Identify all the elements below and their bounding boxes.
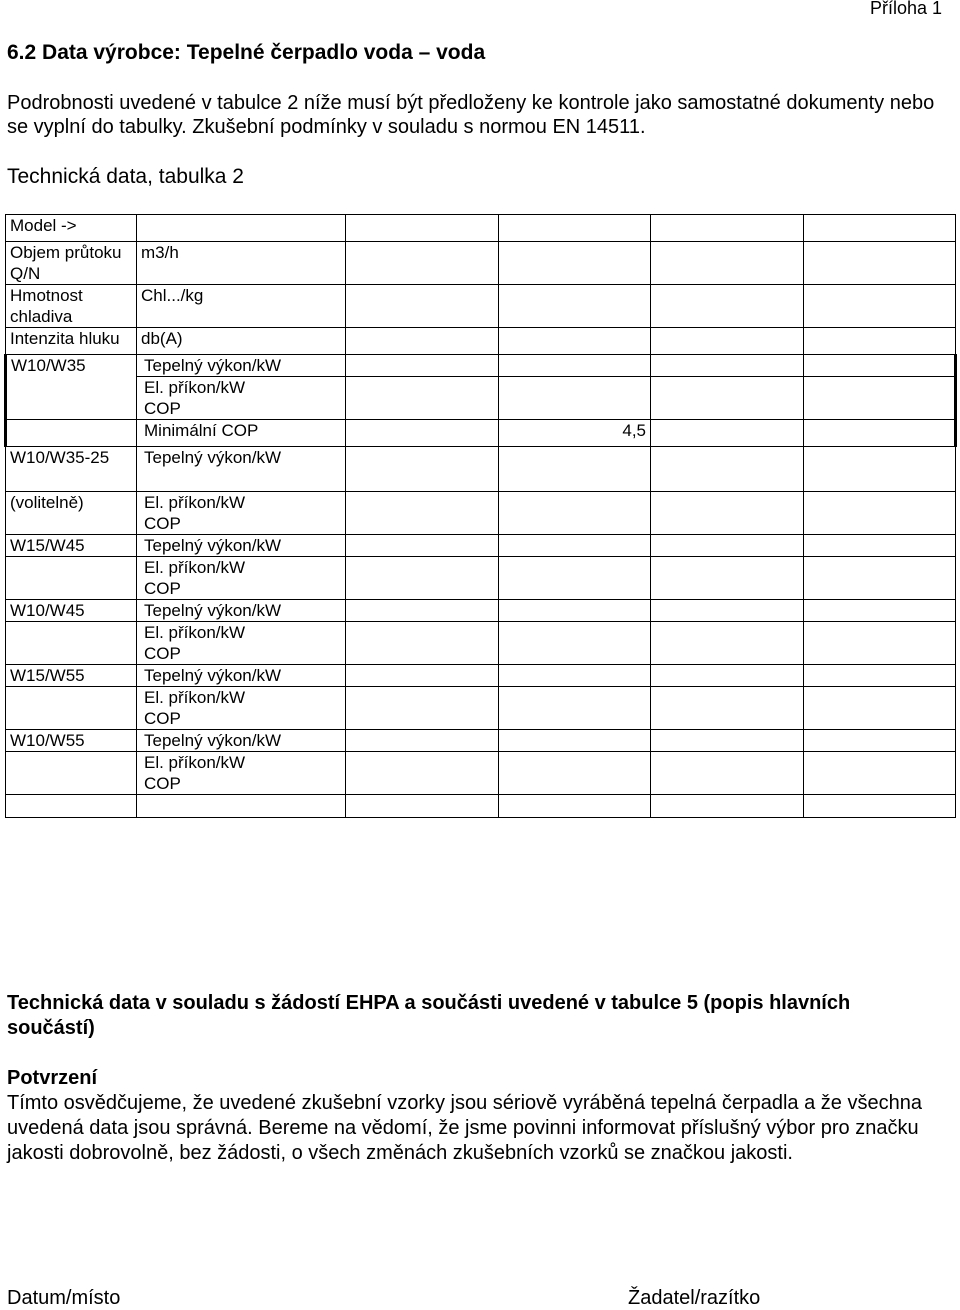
model-cell[interactable] [346, 215, 499, 242]
param-cop: COP [144, 579, 181, 598]
min-cop-row [6, 420, 956, 447]
value-cell[interactable] [346, 355, 499, 377]
refrigerant-label: Hmotnost chladiva [6, 285, 137, 328]
param-cop: COP [144, 709, 181, 728]
value-cell[interactable] [498, 600, 651, 622]
value-cell[interactable] [651, 622, 804, 665]
condition-row [6, 752, 956, 795]
value-cell[interactable] [498, 622, 651, 665]
flow-unit: m3/h [137, 242, 346, 285]
condition-row [6, 557, 956, 600]
value-cell[interactable] [803, 355, 956, 377]
param-cop: COP [144, 774, 181, 793]
value-cell[interactable] [346, 730, 499, 752]
section-title: 6.2 Data výrobce: Tepelné čerpadlo voda – voda [7, 41, 486, 64]
param-heat: Tepelný výkon/kW [137, 730, 346, 752]
value-cell[interactable] [346, 557, 499, 600]
condition-row [6, 355, 956, 377]
value-cell[interactable] [346, 447, 499, 492]
value-cell[interactable] [803, 622, 956, 665]
value-cell[interactable] [651, 377, 804, 420]
value-cell[interactable] [651, 492, 804, 535]
value-cell[interactable] [498, 492, 651, 535]
value-cell[interactable] [498, 285, 651, 328]
compliance-statement: Technická data v souladu s žádostí EHPA a součásti uvedené v tabulce 5 (popis hlavních součástí) [7, 992, 851, 1039]
value-cell[interactable] [346, 600, 499, 622]
noise-unit: db(A) [137, 328, 346, 355]
condition-label: W10/W35 [6, 355, 137, 420]
noise-label: Intenzita hluku [6, 328, 137, 355]
param-heat: Tepelný výkon/kW [137, 535, 346, 557]
condition-row [6, 447, 956, 492]
model-cell[interactable] [498, 215, 651, 242]
condition-note: (volitelně) [6, 492, 137, 535]
param-cop: COP [144, 514, 181, 533]
param-heat: Tepelný výkon/kW [137, 665, 346, 687]
flow-row [6, 242, 956, 285]
condition-label: W10/W35-25 [6, 447, 137, 492]
value-cell[interactable] [651, 687, 804, 730]
value-cell[interactable] [803, 600, 956, 622]
spacer-row [6, 795, 956, 818]
confirm-heading: Potvrzení [7, 1067, 98, 1089]
value-cell[interactable] [651, 242, 804, 285]
date-place-label: Datum/místo [7, 1287, 121, 1309]
value-cell[interactable] [346, 687, 499, 730]
table-title: Technická data, tabulka 2 [7, 165, 244, 188]
model-label: Model -> [6, 215, 137, 242]
value-cell[interactable] [803, 492, 956, 535]
condition-row [6, 377, 956, 420]
param-cop: COP [144, 644, 181, 663]
value-cell[interactable] [651, 447, 804, 492]
value-cell[interactable] [498, 447, 651, 492]
value-cell[interactable] [498, 242, 651, 285]
model-cell[interactable] [803, 215, 956, 242]
param-heat: Tepelný výkon/kW [137, 447, 346, 492]
condition-row [6, 687, 956, 730]
value-cell[interactable] [803, 285, 956, 328]
param-cop: COP [144, 399, 181, 418]
value-cell[interactable] [498, 377, 651, 420]
annex-label: Příloha 1 [869, 0, 942, 18]
value-cell[interactable] [803, 752, 956, 795]
condition-label: W15/W55 [6, 665, 137, 687]
value-cell[interactable] [346, 535, 499, 557]
value-cell[interactable] [803, 665, 956, 687]
value-cell[interactable] [803, 730, 956, 752]
value-cell[interactable] [498, 752, 651, 795]
value-cell[interactable] [346, 328, 499, 355]
noise-row [6, 328, 956, 355]
flow-label: Objem průtoku Q/N [6, 242, 137, 285]
min-cop-value: 4,5 [498, 420, 651, 447]
min-cop-label: Minimální COP [137, 420, 346, 447]
param-el: El. příkon/kW [144, 558, 246, 577]
value-cell[interactable] [803, 687, 956, 730]
value-cell[interactable] [346, 377, 499, 420]
value-cell[interactable] [651, 557, 804, 600]
value-cell[interactable] [651, 665, 804, 687]
condition-label: W10/W45 [6, 600, 137, 622]
refrigerant-row [6, 285, 956, 328]
condition-row [6, 492, 956, 535]
value-cell[interactable] [803, 242, 956, 285]
value-cell[interactable] [498, 328, 651, 355]
value-cell[interactable] [346, 752, 499, 795]
value-cell[interactable] [498, 557, 651, 600]
technical-data-table [4, 214, 957, 818]
refrigerant-unit: Chl.../kg [137, 285, 346, 328]
condition-row [6, 665, 956, 687]
value-cell[interactable] [498, 535, 651, 557]
condition-row [6, 730, 956, 752]
param-el: El. příkon/kW [144, 688, 246, 707]
applicant-stamp-label: Žadatel/razítko [628, 1287, 761, 1309]
param-el: El. příkon/kW [144, 623, 246, 642]
value-cell[interactable] [346, 665, 499, 687]
value-cell[interactable] [651, 752, 804, 795]
param-el: El. příkon/kW [144, 378, 246, 397]
value-cell[interactable] [498, 665, 651, 687]
param-el: El. příkon/kW [144, 753, 246, 772]
value-cell[interactable] [651, 730, 804, 752]
value-cell[interactable] [803, 535, 956, 557]
value-cell[interactable] [803, 557, 956, 600]
model-cell[interactable] [651, 215, 804, 242]
value-cell[interactable] [498, 687, 651, 730]
condition-row [6, 622, 956, 665]
value-cell[interactable] [803, 447, 956, 492]
value-cell[interactable] [803, 328, 956, 355]
value-cell[interactable] [651, 285, 804, 328]
value-cell[interactable] [346, 242, 499, 285]
value-cell[interactable] [651, 600, 804, 622]
value-cell[interactable] [498, 355, 651, 377]
param-heat: Tepelný výkon/kW [137, 355, 346, 377]
value-cell[interactable] [346, 492, 499, 535]
value-cell[interactable] [498, 730, 651, 752]
condition-row [6, 600, 956, 622]
intro-paragraph: Podrobnosti uvedené v tabulce 2 níže musí být předloženy ke kontrole jako samostatné dokumenty nebo se vyplní do tabulky. Zkušební podmínky v souladu s normou EN 14511. [7, 92, 935, 138]
value-cell[interactable] [651, 535, 804, 557]
condition-label: W15/W45 [6, 535, 137, 557]
value-cell[interactable] [346, 285, 499, 328]
condition-row [6, 535, 956, 557]
value-cell[interactable] [651, 355, 804, 377]
value-cell[interactable] [651, 328, 804, 355]
confirm-text: Tímto osvědčujeme, že uvedené zkušební vzorky jsou sériově vyráběná tepelná čerpadla a že všechna uvedená data jsou správná. Bereme na vědomí, že jsme povinni informovat příslušný výbor pro značku jakosti dobrovolně, bez žádosti, o všech změnách zkušebních vzorků se značkou jakosti. [7, 1092, 922, 1164]
condition-label: W10/W55 [6, 730, 137, 752]
value-cell[interactable] [803, 377, 956, 420]
value-cell[interactable] [346, 622, 499, 665]
param-heat: Tepelný výkon/kW [137, 600, 346, 622]
model-row [6, 215, 956, 242]
param-el: El. příkon/kW [144, 493, 246, 512]
